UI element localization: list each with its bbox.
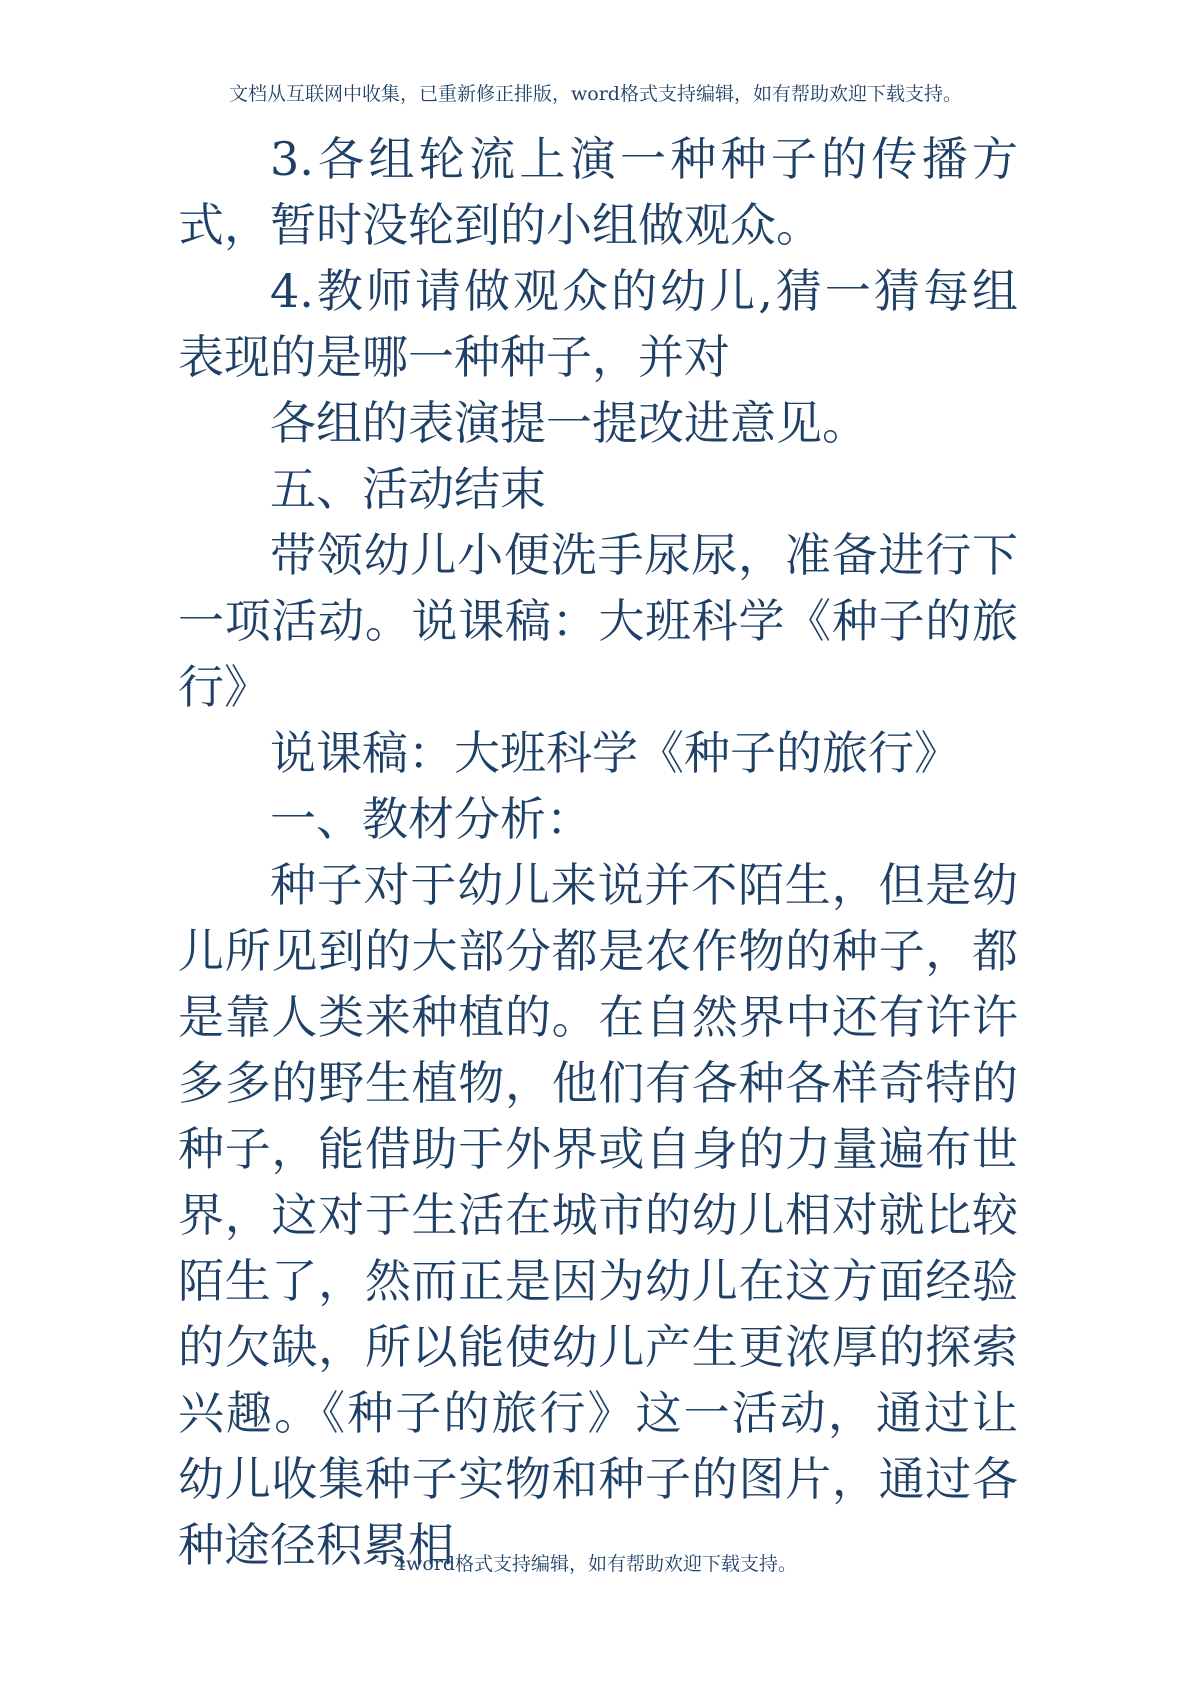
paragraph-step-4-continued: 各组的表演提一提改进意见。 bbox=[270, 396, 868, 450]
page-header: 文档从互联网中收集，已重新修正排版，word格式支持编辑，如有帮助欢迎下载支持。 bbox=[229, 83, 962, 105]
document-body bbox=[178, 126, 1018, 1578]
paragraph-step-3: 3.各组轮流上演一种种子的传播方式，暂时没轮到的小组做观众。 bbox=[178, 132, 1018, 252]
page-footer: 4word格式支持编辑，如有帮助欢迎下载支持。 bbox=[393, 1553, 798, 1575]
paragraph-activity-end: 带领幼儿小便洗手尿尿，准备进行下一项活动。说课稿：大班科学《种子的旅行》 bbox=[178, 528, 1018, 714]
section-heading-activity-end: 五、活动结束 bbox=[270, 462, 546, 516]
document-title: 说课稿：大班科学《种子的旅行》 bbox=[270, 726, 960, 780]
paragraph-step-4: 4.教师请做观众的幼儿,猜一猜每组表现的是哪一种种子，并对 bbox=[178, 264, 1018, 384]
paragraph-material-analysis: 种子对于幼儿来说并不陌生，但是幼儿所见到的大部分都是农作物的种子，都是靠人类来种植的。在自然界中还有许许多多的野生植物，他们有各种各样奇特的种子，能借助于外界或自身的力量遍布世界，这对于生活在城市的幼儿相对就比较陌生了，然而正是因为幼儿在这方面经验的欠缺，所以能使幼儿产生更浓厚的探索兴趣。《种子的旅行》这一活动，通过让幼儿收集种子实物和种子的图片，通过各种途径积累相 bbox=[178, 858, 1018, 1572]
section-heading-material-analysis: 一、教材分析： bbox=[270, 792, 592, 846]
